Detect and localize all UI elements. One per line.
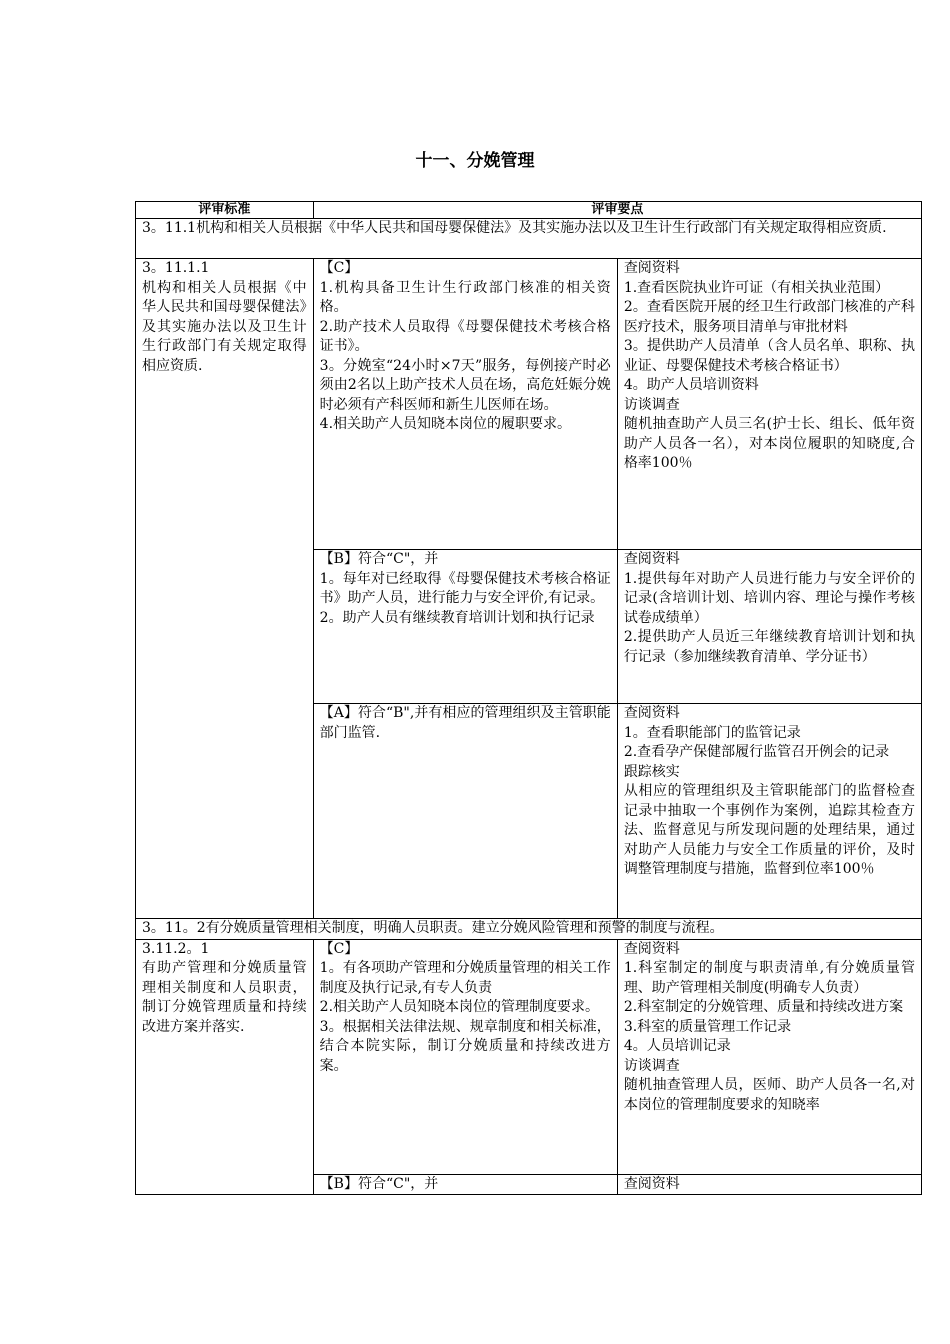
- header-standard: 评审标准: [136, 202, 314, 219]
- method-line: 1.查看医院执业许可证（有相关执业范围）: [623, 279, 890, 296]
- criteria-line: 【C】: [319, 260, 359, 276]
- section-heading-row: [136, 919, 922, 940]
- method-line: 3。提供助产人员清单（含人员名单、职称、执业证、母婴保健技术考核合格证书）: [623, 338, 915, 374]
- table-row: [136, 259, 922, 550]
- section2-heading: 3。11。2有分娩质量管理相关制度，明确人员职责。建立分娩风险管理和预警的制度与流程。: [136, 919, 922, 940]
- criteria-line: 2。助产人员有继续教育培训计划和执行记录: [319, 609, 595, 626]
- section1-standard: [136, 259, 314, 919]
- section1-heading: 3。11.1机构和相关人员根据《中华人民共和国母婴保健法》及其实施办法以及卫生计生行政部门有关规定取得相应资质.: [136, 219, 922, 259]
- criteria-line: 1。有各项助产管理和分娩质量管理的相关工作制度及执行记录,有专人负责: [319, 960, 611, 996]
- standard-text: 有助产管理和分娩质量管理相关制度和人员职责，制订分娩管理质量和持续改进方案并落实.: [142, 960, 307, 1035]
- method-line: 访谈调查: [623, 396, 680, 413]
- criteria-line: 1。每年对已经取得《母婴保健技术考核合格证书》助产人员，进行能力与安全评价,有记录。: [319, 570, 611, 606]
- methods-cell-a: [617, 704, 921, 919]
- method-line: 查阅资料: [623, 260, 680, 276]
- method-line: 2.查看孕产保健部履行监管召开例会的记录: [623, 744, 890, 760]
- criteria-cell-b: [313, 550, 617, 704]
- section-heading-row: [136, 219, 922, 259]
- method-line: 3.科室的质量管理工作记录: [623, 1018, 792, 1035]
- methods-cell-c: [617, 259, 921, 550]
- criteria-line: 【A】符合“B",并有相应的管理组织及主管职能部门监管.: [319, 705, 611, 741]
- header-points: 评审要点: [313, 202, 921, 219]
- criteria-line: 4.相关助产人员知晓本岗位的履职要求。: [319, 416, 572, 432]
- criteria-line: 2.助产技术人员取得《母婴保健技术考核合格证书》。: [319, 318, 611, 354]
- criteria-line: 2.相关助产人员知晓本岗位的管理制度要求。: [319, 999, 600, 1015]
- review-table: [135, 201, 922, 1195]
- method-line: 查阅资料: [623, 705, 680, 721]
- criteria-cell-c: [313, 259, 617, 550]
- criteria-line: 【B】符合“C"，并: [319, 1175, 439, 1192]
- criteria-line: 3。分娩室“24小时×7天”服务，每例接产时必须由2名以上助产技术人员在场，高危妊娠分娩时必须有产科医师和新生儿医师在场。: [319, 357, 611, 413]
- criteria-line: 1.机构具备卫生计生行政部门核准的相关资格。: [319, 279, 611, 315]
- method-line: 2。查看医院开展的经卫生行政部门核准的产科医疗技术，服务项目清单与审批材料: [623, 299, 915, 335]
- method-line: 1.提供每年对助产人员进行能力与安全评价的记录(含培训计划、培训内容、理论与操作考核试卷成绩单）: [623, 570, 915, 626]
- method-line: 访谈调查: [623, 1057, 680, 1074]
- method-line: 2.科室制定的分娩管理、质量和持续改进方案: [623, 999, 904, 1015]
- criteria-cell-a: [313, 704, 617, 919]
- method-line: 随机抽查管理人员，医师、助产人员各一名,对本岗位的管理制度要求的知晓率: [623, 1077, 915, 1113]
- method-line: 4。人员培训记录: [623, 1038, 731, 1054]
- criteria-cell-c: [313, 939, 617, 1174]
- criteria-cell-b: [313, 1174, 617, 1195]
- method-line: 随机抽查助产人员三名(护士长、组长、低年资助产人员各一名），对本岗位履职的知晓度,合格率100％: [623, 416, 915, 471]
- method-line: 1.科室制定的制度与职责清单,有分娩质量管理、助产管理相关制度(明确专人负责）: [623, 960, 915, 996]
- section2-standard: [136, 939, 314, 1195]
- criteria-line: 【B】符合“C"，并: [319, 551, 439, 567]
- criteria-line: 3。根据相关法律法规、规章制度和相关标准，结合本院实际，制订分娩质量和持续改进方案。: [319, 1018, 611, 1074]
- method-line: 从相应的管理组织及主管职能部门的监督检查记录中抽取一个事例作为案例，追踪其检查方法、监督意见与所发现问题的处理结果，通过对助产人员能力与安全工作质量的评价，及时调整管理制度与措施，监督到位率100％: [623, 783, 915, 877]
- method-line: 4。助产人员培训资料: [623, 377, 759, 393]
- methods-cell-b: [617, 550, 921, 704]
- standard-code: 3。11.1.1: [142, 260, 210, 276]
- standard-code: 3.11.2。1: [142, 940, 210, 957]
- method-line: 2.提供助产人员近三年继续教育培训计划和执行记录（参加继续教育清单、学分证书）: [623, 629, 915, 665]
- method-line: 查阅资料: [623, 1175, 680, 1192]
- standard-text: 机构和相关人员根据《中华人民共和国母婴保健法》及其实施办法以及卫生计生行政部门有关规定取得相应资质.: [142, 279, 307, 374]
- criteria-line: 【C】: [319, 940, 359, 957]
- method-line: 查阅资料: [623, 940, 680, 957]
- page-title: 十一、分娩管理: [415, 151, 535, 171]
- method-line: 跟踪核实: [623, 763, 680, 780]
- table-row: [136, 939, 922, 1174]
- method-line: 1。查看职能部门的监管记录: [623, 724, 801, 741]
- methods-cell-b: [617, 1174, 921, 1195]
- methods-cell-c: [617, 939, 921, 1174]
- method-line: 查阅资料: [623, 551, 680, 567]
- table-header-row: [136, 202, 922, 219]
